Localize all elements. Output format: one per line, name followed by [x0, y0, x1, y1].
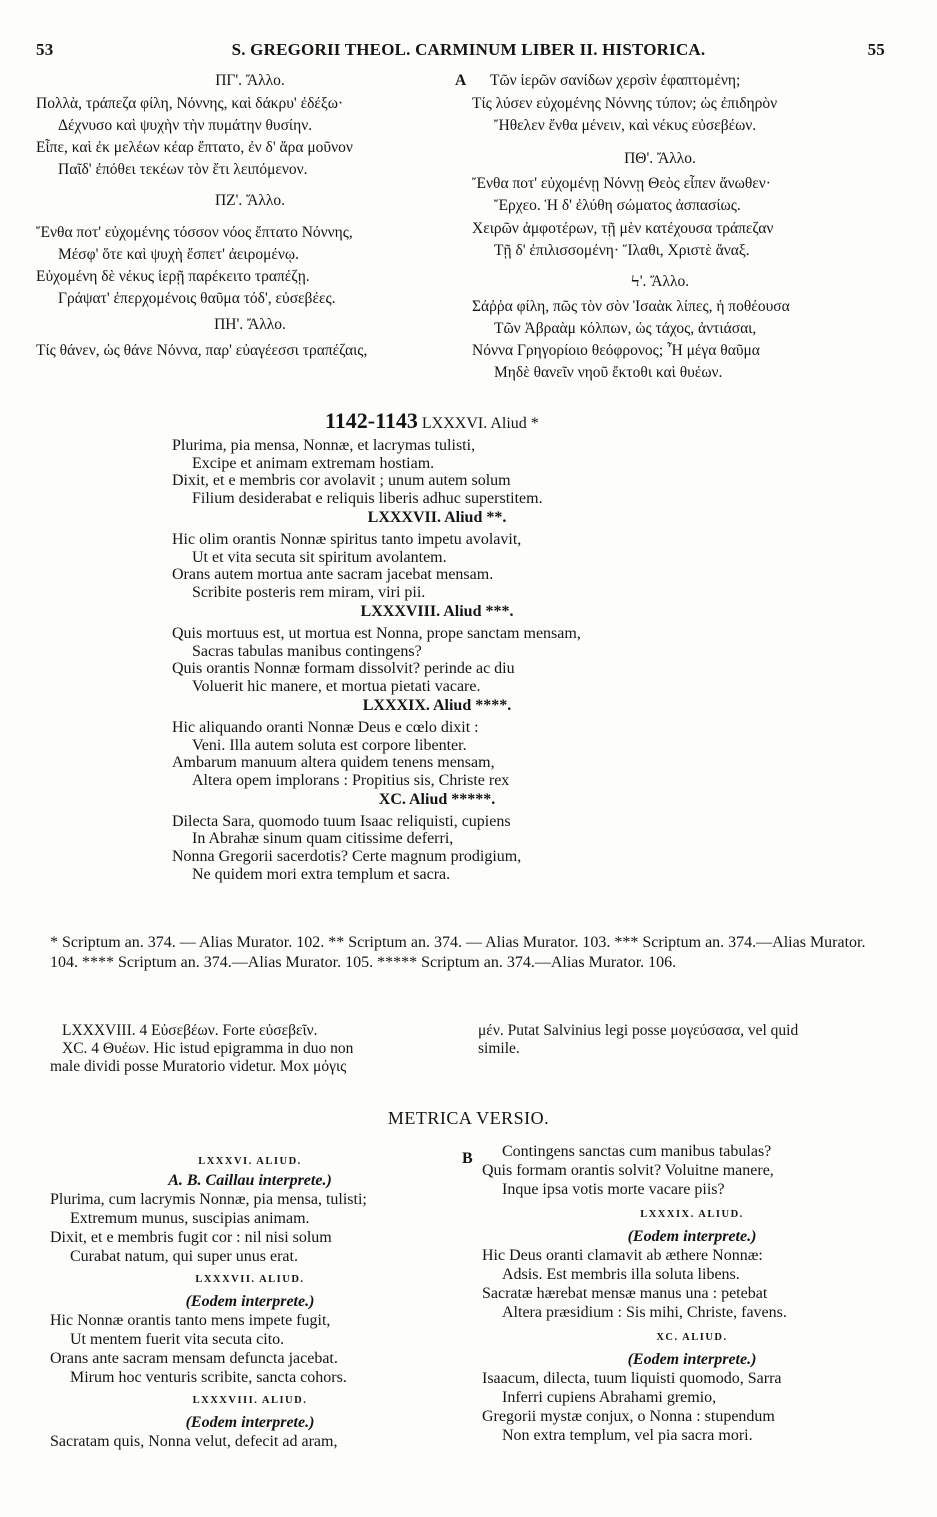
verse-line: Ut mentem fuerit vita secuta cito. [70, 1331, 285, 1348]
greek-line: Μηδὲ θανεῖν νηοῦ ἔκτοθι καὶ θυέων. [494, 364, 723, 381]
poem-heading: ΠΘ'. Ἄλλο. [624, 150, 696, 167]
greek-line: Τίς λύσεν εὐχομένης Νόννης τύπον; ὡς ἐπιδηρὸν [472, 95, 778, 112]
note-line: LXXXVIII. 4 Εὐσεβέων. Forte εὐσεβεῖν. [62, 1022, 318, 1039]
greek-line: Δέχνυσο καὶ ψυχὴν τὴν πυμάτην θυσίην. [58, 117, 313, 134]
interpreter-note: (Eodem interprete.) [627, 1228, 757, 1245]
greek-line: Μέσφ' ὅτε καὶ ψυχὴ ἔσπετ' ἀειρομένῳ. [58, 246, 299, 263]
latin-line: Filium desiderabat e reliquis liberis adhuc superstitem. [192, 489, 543, 507]
verse-line: Orans ante sacram mensam defuncta jacebat. [50, 1350, 338, 1367]
verse-line: Quis formam orantis solvit? Voluitne manere, [482, 1162, 774, 1179]
latin-line: Dilecta Sara, quomodo tuum Isaac reliquisti, cupiens [172, 812, 511, 830]
greek-line: Εὐχομένη δὲ νέκυς ἱερῇ παρέκειτο τραπέζῃ. [36, 268, 310, 285]
greek-line: Τῶν ἱερῶν σανίδων χερσὶν ἐφαπτομένη; [490, 72, 741, 89]
greek-line: Παῖδ' ἐπόθει τεκέων τὸν ἔτι λειπόμενον. [58, 161, 308, 178]
latin-line: Quis orantis Nonnæ formam dissolvit? perinde ac diu [172, 660, 515, 678]
latin-line: Nonna Gregorii sacerdotis? Certe magnum prodigium, [172, 848, 522, 866]
column-number: 1142-1143 [325, 408, 418, 433]
note-line: male dividi posse Muratorio videtur. Mox μόγις [50, 1058, 347, 1075]
greek-line: Εἶπε, καὶ ἐκ μελέων κέαρ ἔπτατο, ἐν δ' ἄρα μοῦνον [36, 139, 353, 156]
critical-notes-left [50, 1022, 460, 1076]
verse-line: Mirum hoc venturis scribite, sancta cohors. [70, 1369, 347, 1386]
latin-title: LXXXVIII. Aliud ***. [360, 603, 514, 621]
note-line: simile. [478, 1040, 520, 1057]
verse-heading: LXXXVIII. ALIUD. [192, 1395, 308, 1406]
poem-heading: Ϟ'. Ἄλλο. [630, 273, 690, 290]
greek-line: Τῇ δ' ἐπιλισσομένη· Ἵλαθι, Χριστὲ ἄναξ. [494, 242, 750, 259]
poem-heading: ΠΗ'. Ἄλλο. [214, 316, 286, 333]
verse-line: Hic Deus oranti clamavit ab æthere Nonnæ: [482, 1247, 763, 1264]
latin-line: Dixit, et e membris cor avolavit ; unum autem solum [172, 472, 511, 490]
verse-line: Curabat natum, qui super unus erat. [70, 1248, 298, 1265]
interpreter-note: (Eodem interprete.) [185, 1414, 315, 1431]
latin-line: Sacras tabulas manibus contingens? [192, 642, 422, 660]
verse-heading: LXXXIX. ALIUD. [640, 1209, 744, 1220]
verse-line: Altera præsidium : Sis mihi, Christe, favens. [502, 1304, 787, 1321]
latin-line: Quis mortuus est, ut mortua est Nonna, prope sanctam mensam, [172, 624, 581, 642]
greek-line: Χειρῶν ἀμφοτέρων, τῇ μὲν κατέχουσα τράπεζαν [472, 220, 774, 237]
footnotes: * Scriptum an. 374. — Alias Murator. 102. ** Scriptum an. 374. — Alias Murator. 103. *** Scriptum an. 374.—Alias Murator. 104. **** Scriptum an. 374.—Alias Murator. 105. ***** Scriptum an. 374.—Alias Murator. 106. [50, 934, 866, 971]
metrica-right-column [482, 1142, 902, 1445]
greek-line: Γράψατ' ἐπερχομένοις θαῦμα τόδ', εὐσεβέες. [58, 290, 336, 307]
verse-heading: XC. ALIUD. [656, 1332, 728, 1343]
latin-line: In Abrahæ sinum quam citissime deferri, [192, 830, 454, 848]
greek-line: Ἔρχεο. Ἡ δ' ἐλύθη σώματος ἀσπασίως. [494, 197, 741, 214]
latin-title: LXXXVII. Aliud **. [367, 509, 507, 527]
greek-line: Ἔνθα ποτ' εὐχομένῃ Νόννῃ Θεὸς εἶπεν ἄνωθεν· [472, 175, 771, 192]
verse-line: Gregorii mystæ conjux, o Nonna : stupendum [482, 1408, 775, 1425]
verse-line: Inque ipsa votis morte vacare piis? [502, 1181, 725, 1198]
verse-line: Isaacum, dilecta, tuum liquisti quomodo, Sarra [482, 1370, 782, 1387]
greek-line: Πολλὰ, τράπεζα φίλη, Νόννης, καὶ δάκρυ' ἐδέξω· [36, 95, 344, 112]
latin-line: Voluerit hic manere, et mortua pietati vacare. [192, 677, 481, 695]
page-number-right: 55 [867, 40, 885, 59]
latin-line: Veni. Illa autem soluta est corpore libenter. [192, 736, 467, 754]
verse-line: Contingens sanctas cum manibus tabulas? [502, 1143, 772, 1160]
latin-line: Orans autem mortua ante sacram jacebat mensam. [172, 566, 494, 584]
critical-notes-right [478, 1022, 898, 1058]
verse-heading: LXXXVI. ALIUD. [198, 1156, 302, 1167]
verse-line: Non extra templum, vel pia sacra mori. [502, 1427, 753, 1444]
latin-line: Ne quidem mori extra templum et sacra. [192, 865, 451, 883]
running-title: S. GREGORII THEOL. CARMINUM LIBER II. HISTORICA. [231, 40, 706, 59]
latin-line: Hic aliquando oranti Nonnæ Deus e cœlo dixit : [172, 718, 479, 736]
interpreter-note: (Eodem interprete.) [627, 1351, 757, 1368]
latin-title: LXXXIX. Aliud ****. [362, 697, 512, 715]
verse-line: Plurima, cum lacrymis Nonnæ, pia mensa, tulisti; [50, 1191, 367, 1208]
verse-line: Inferri cupiens Abrahami gremio, [502, 1389, 717, 1406]
poem-heading: ΠΓ'. Ἄλλο. [215, 72, 285, 89]
page-number-left: 53 [36, 40, 54, 59]
verse-line: Sacratam quis, Nonna velut, defecit ad aram, [50, 1433, 338, 1450]
verse-line: Adsis. Est membris illa soluta libens. [502, 1266, 740, 1283]
greek-line: Νόννα Γρηγορίοιο θεόφρονος; Ἦ μέγα θαῦμα [472, 342, 760, 359]
latin-prose-block [172, 437, 702, 883]
latin-line: Ut et vita secuta sit spiritum avolantem. [192, 548, 447, 566]
verse-line: Dixit, et e membris fugit cor : nil nisi solum [50, 1229, 332, 1246]
greek-line: Ἔνθα ποτ' εὐχομένης τόσσον νόος ἔπτατο Νόννης, [36, 224, 353, 241]
latin-title: XC. Aliud *****. [378, 791, 496, 809]
verse-heading: LXXXVII. ALIUD. [195, 1274, 305, 1285]
latin-heading [325, 408, 539, 434]
column-marker: B [462, 1150, 473, 1167]
metrica-title: METRICA VERSIO. [387, 1108, 550, 1128]
latin-line: Altera opem implorans : Propitius sis, Christe rex [192, 771, 510, 789]
latin-line: Ambarum manuum altera quidem tenens mensam, [172, 754, 495, 772]
verse-line: Hic Nonnæ orantis tanto mens impete fugit, [50, 1312, 331, 1329]
poem-heading: ΠΖ'. Ἄλλο. [214, 192, 286, 209]
column-marker: A [455, 72, 467, 89]
latin-title: LXXXVI. Aliud * [421, 415, 539, 432]
greek-line: Σάῤῥα φίλη, πῶς τὸν σὸν Ἰσαὰκ λίπες, ἡ ποθέουσα [472, 298, 790, 315]
verse-line: Sacratæ hærebat mensæ manus una : petebat [482, 1285, 768, 1302]
latin-line: Excipe et animam extremam hostiam. [192, 454, 435, 472]
latin-line: Scribite posteris rem miram, viri pii. [192, 583, 426, 601]
metrica-left-column [50, 1152, 450, 1451]
greek-line: Τίς θάνεν, ὡς θάνε Νόννα, παρ' εὐαγέεσσι τραπέζαις, [36, 342, 368, 359]
note-line: XC. 4 Θυέων. Hic istud epigramma in duo non [62, 1040, 354, 1057]
greek-line: Τῶν Ἀβραὰμ κόλπων, ὡς τάχος, ἀντιάσαι, [494, 320, 757, 337]
interpreter-note: A. B. Caillau interprete.) [168, 1172, 332, 1189]
latin-line: Plurima, pia mensa, Nonnæ, et lacrymas tulisti, [172, 437, 476, 454]
interpreter-note: (Eodem interprete.) [185, 1293, 315, 1310]
verse-line: Extremum munus, suscipias animam. [70, 1210, 310, 1227]
note-line: μέν. Putat Salvinius legi posse μογεύσασα, vel quid [478, 1022, 799, 1039]
latin-line: Hic olim orantis Nonnæ spiritus tanto impetu avolavit, [172, 530, 522, 548]
greek-line: Ἤθελεν ἔνθα μένειν, καὶ νέκυς εὐσεβέων. [494, 117, 757, 134]
